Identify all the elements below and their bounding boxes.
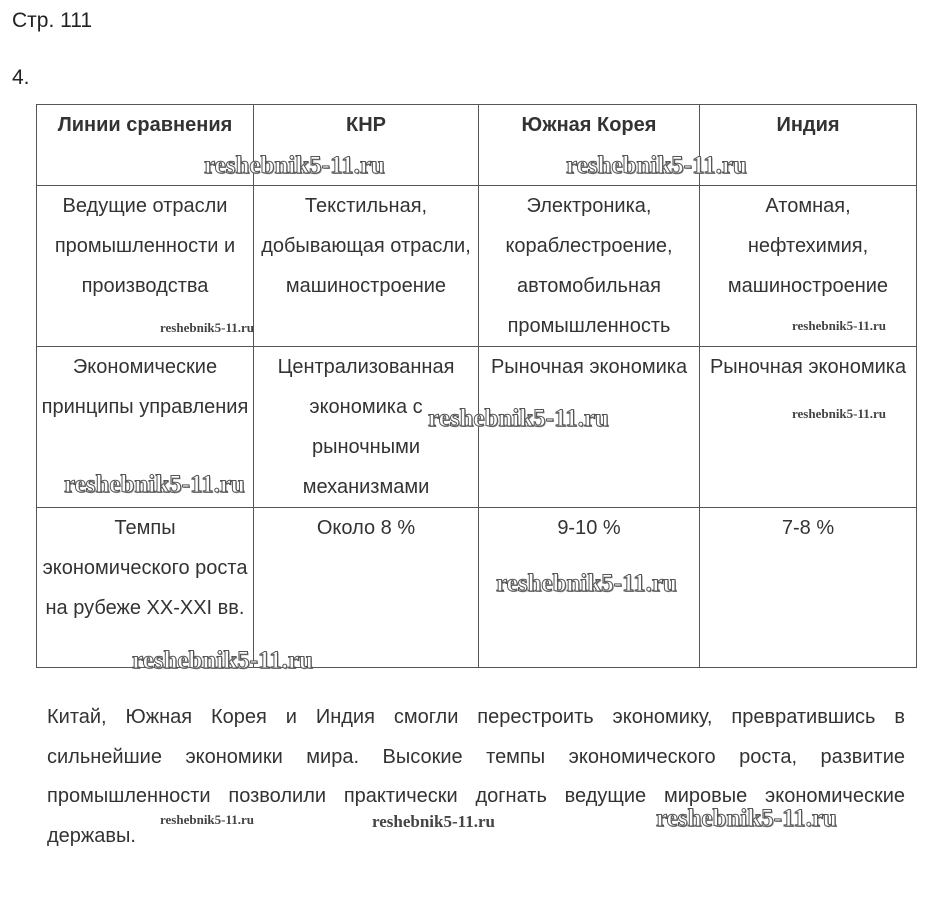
watermark: reshebnik5-11.ru <box>792 318 887 333</box>
cell-criterion: Экономические принципы управления <box>37 347 254 508</box>
watermark: reshebnik5-11.ru <box>566 152 747 179</box>
table-row <box>37 508 917 668</box>
watermark: reshebnik5-11.ru <box>428 405 609 432</box>
header-china: КНР <box>254 105 479 186</box>
watermark: reshebnik5-11.ru <box>160 320 255 335</box>
conclusion-text: Китай, Южная Корея и Индия смогли перестроить экономику, превратившись в сильнейшие экономики мира. Высокие темпы экономического роста, развитие промышленности позволили практически догнать ведущие мировые экономические державы. <box>47 706 905 847</box>
watermark: reshebnik5-11.ru <box>792 406 887 421</box>
cell-india: Атомная, нефтехимия, машиностроение <box>700 186 917 347</box>
cell-india: 7-8 % <box>700 508 917 668</box>
page-label: Стр. 111 <box>12 9 93 32</box>
cell-south-korea: 9-10 % <box>479 508 700 668</box>
cell-criterion: Темпы экономического роста на рубеже XX-XXI вв. <box>37 508 254 668</box>
cell-india: Рыночная экономика <box>700 347 917 508</box>
cell-criterion: Ведущие отрасли промышленности и производства <box>37 186 254 347</box>
table-row <box>37 186 917 347</box>
watermark: reshebnik5-11.ru <box>372 812 495 831</box>
watermark: reshebnik5-11.ru <box>132 647 313 674</box>
table-row <box>37 347 917 508</box>
table-header-row <box>37 105 917 186</box>
cell-china: Около 8 % <box>254 508 479 668</box>
header-south-korea: Южная Корея <box>479 105 700 186</box>
watermark: reshebnik5-11.ru <box>496 570 677 597</box>
cell-south-korea: Рыночная экономика <box>479 347 700 508</box>
header-criteria: Линии сравнения <box>37 105 254 186</box>
cell-china: Текстильная, добывающая отрасли, машиностроение <box>254 186 479 347</box>
task-number: 4. <box>12 66 30 89</box>
watermark: reshebnik5-11.ru <box>204 152 385 179</box>
watermark: reshebnik5-11.ru <box>160 812 255 827</box>
watermark: reshebnik5-11.ru <box>64 471 245 498</box>
cell-china: Централизованная экономика с рыночными механизмами <box>254 347 479 508</box>
comparison-table <box>36 104 917 668</box>
cell-south-korea: Электроника, кораблестроение, автомобильная промышленность <box>479 186 700 347</box>
watermark: reshebnik5-11.ru <box>656 805 837 832</box>
header-india: Индия <box>700 105 917 186</box>
